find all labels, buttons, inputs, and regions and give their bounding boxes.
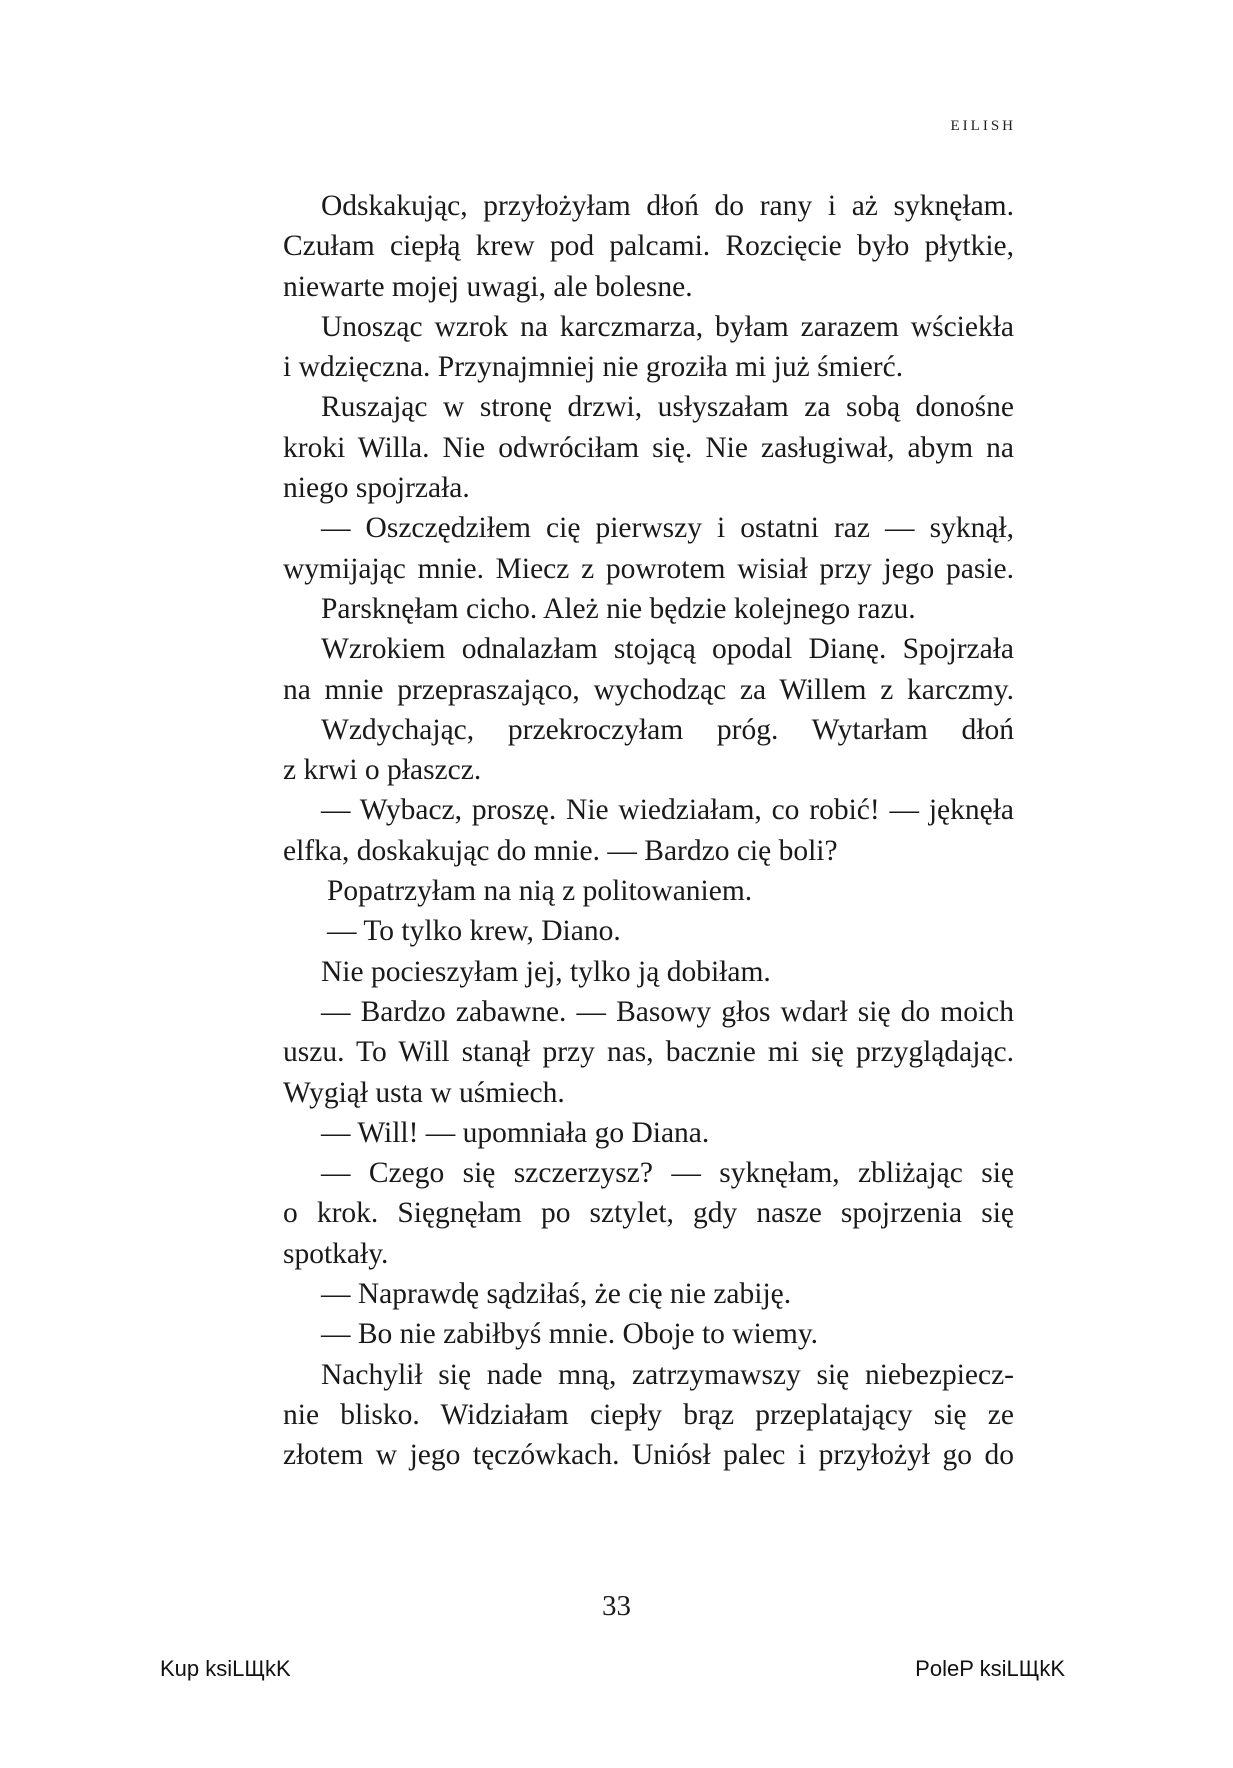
text-line: elfka, doskakując do mnie. — Bardzo cię boli? [283, 834, 838, 867]
text-line: Nie pocieszyłam jej, tylko ją dobiłam. [321, 955, 771, 988]
text-line: Wzdychając, przekroczyłam próg. Wytarłam dłoń [321, 713, 1014, 746]
text-line: Parsknęłam cicho. Ależ nie będzie kolejnego razu. [321, 592, 916, 625]
text-line: — Wybacz, proszę. Nie wiedziałam, co robić! — jęknęła [321, 794, 1014, 827]
text-line: Popatrzyłam na nią z politowaniem. [327, 875, 753, 908]
text-line: nie blisko. Widziałam ciepły brąz przeplatający się ze [283, 1398, 1014, 1431]
text-line: — Bardzo zabawne. — Basowy głos wdarł się do moich [321, 995, 1014, 1028]
page-number: 33 [602, 1590, 631, 1622]
text-line: Ruszając w stronę drzwi, usłyszałam za sobą donośne [321, 391, 1014, 424]
running-head: EILISH [950, 118, 1016, 134]
text-line: wymijając mnie. Miecz z powrotem wisiał przy jego pasie. [283, 552, 1014, 585]
text-line: — Will! — upomniała go Diana. [321, 1116, 710, 1149]
text-line: spotkały. [283, 1237, 389, 1270]
text-line: o krok. Sięgnęłam po sztylet, gdy nasze spojrzenia się [283, 1197, 1014, 1230]
body-text [283, 186, 1014, 1476]
text-line: na mnie przepraszająco, wychodząc za Willem z karczmy. [283, 673, 1014, 706]
footer-buy-link[interactable]: Kup ksiLЩkK [160, 1656, 291, 1681]
text-line: Odskakując, przyłożyłam dłoń do rany i aż syknęłam. [321, 190, 1014, 222]
text-line: kroki Willa. Nie odwróciłam się. Nie zasługiwał, abym na [283, 431, 1014, 464]
text-line: złotem w jego tęczówkach. Uniósł palec i przyłożył go do [283, 1439, 1014, 1472]
text-line: niego spojrzała. [283, 472, 470, 505]
text-line: — Bo nie zabiłbyś mnie. Oboje to wiemy. [321, 1318, 819, 1351]
text-line: uszu. To Will stanął przy nas, bacznie mi się przyglądając. [283, 1036, 1014, 1069]
footer-recommend-link[interactable]: PoleP ksiLЩkK [915, 1656, 1065, 1681]
text-line: Nachylił się nade mną, zatrzymawszy się niebezpiecz- [321, 1358, 1014, 1391]
text-line: — Czego się szczerzysz? — syknęłam, zbliżając się [321, 1157, 1014, 1190]
text-line: — Oszczędziłem cię pierwszy i ostatni raz — syknął, [321, 512, 1014, 545]
text-line: Unosząc wzrok na karczmarza, byłam zarazem wściekła [321, 310, 1014, 343]
text-line: niewarte mojej uwagi, ale bolesne. [283, 270, 693, 303]
text-line: — Naprawdę sądziłaś, że cię nie zabiję. [321, 1278, 792, 1311]
text-line: Wzrokiem odnalazłam stojącą opodal Dianę. Spojrzała [321, 633, 1014, 666]
text-line: — To tylko krew, Diano. [327, 915, 621, 948]
text-line: i wdzięczna. Przynajmniej nie groziła mi już śmierć. [283, 351, 904, 384]
text-line: Wygiął usta w uśmiech. [283, 1076, 565, 1109]
text-line: Czułam ciepłą krew pod palcami. Rozcięcie było płytkie, [283, 230, 1014, 263]
text-line: z krwi o płaszcz. [283, 754, 482, 787]
